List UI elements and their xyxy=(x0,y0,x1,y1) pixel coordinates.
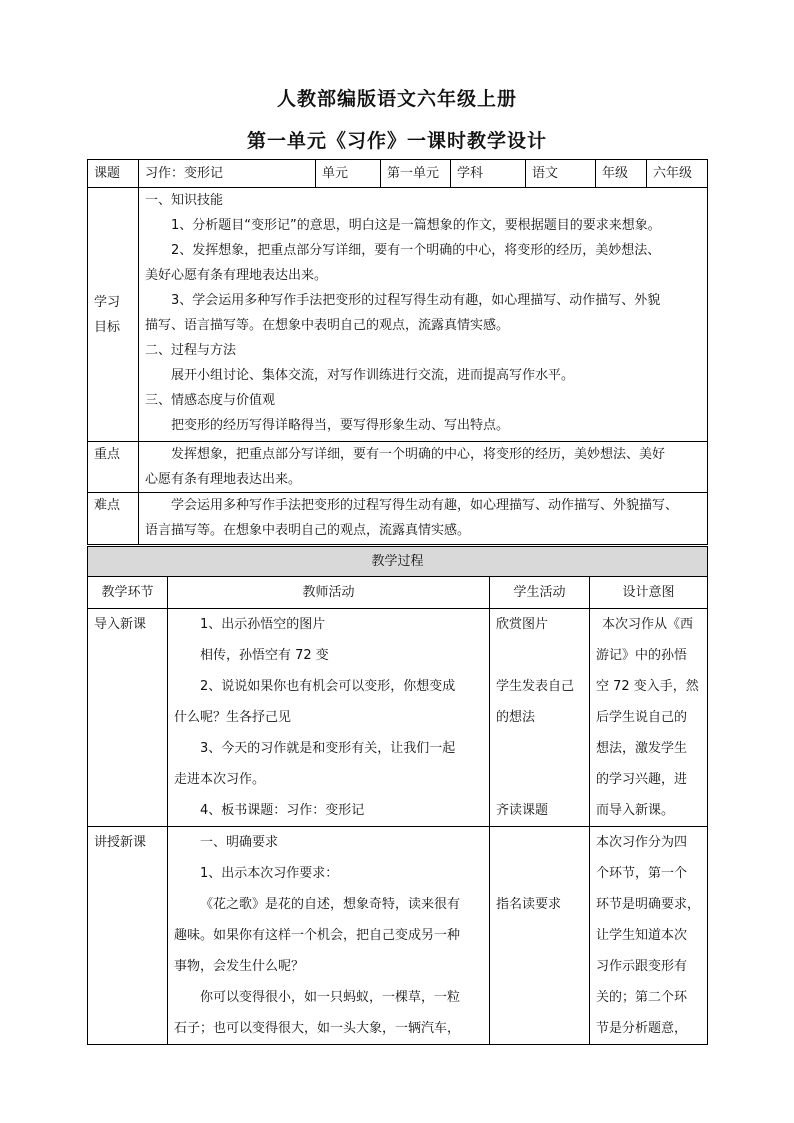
intro-student-line: 欣赏图片 xyxy=(496,617,549,632)
goals-line: 美好心愿有条有理地表达出来。 xyxy=(145,268,328,283)
key-point-content xyxy=(139,442,708,493)
spacer xyxy=(496,764,589,795)
lesson-teacher-line: 你可以变得很小，如一只蚂蚁，一棵草，一粒 xyxy=(200,990,461,1005)
lesson-intent-line: 本次习作分为四 xyxy=(596,835,688,850)
difficulty-content xyxy=(139,493,708,545)
lesson-info-table xyxy=(87,159,708,545)
intro-intent-line: 游记》中的孙悟 xyxy=(596,648,688,663)
spacer xyxy=(496,640,589,671)
difficulty-line: 语言描写等。在想象中表明自己的观点，流露真情实感。 xyxy=(145,523,471,538)
lesson-intent-line: 关的；第二个环 xyxy=(596,990,688,1005)
column-header-student: 学生活动 xyxy=(490,577,590,609)
subject-value: 语文 xyxy=(526,160,596,188)
intro-student-line: 齐读课题 xyxy=(496,803,549,818)
intro-teacher-line: 3、今天的习作就是和变形有关，让我们一起 xyxy=(200,741,456,756)
key-point-line: 心愿有条有理地表达出来。 xyxy=(145,472,302,487)
lesson-stage xyxy=(88,827,168,1045)
column-header-intent: 设计意图 xyxy=(590,577,708,609)
lesson-stage-label: 讲授新课 xyxy=(94,835,147,850)
spacer xyxy=(496,827,589,858)
info-row xyxy=(88,160,708,188)
intro-design-intent xyxy=(590,609,708,827)
goals-line: 3、学会运用多种写作手法把变形的过程写得生动有趣，如心理描写、动作描写、外貌 xyxy=(171,293,661,308)
lesson-teacher-line: 一、明确要求 xyxy=(200,835,279,850)
intro-teacher-line: 1、出示孙悟空的图片 xyxy=(200,617,326,632)
goals-line: 2、发挥想象，把重点部分写详细，要有一个明确的中心，将变形的经历，美妙想法、 xyxy=(171,243,661,258)
intro-teacher-activity xyxy=(168,609,490,827)
topic-label: 课题 xyxy=(88,160,139,188)
lesson-intent-line: 个环节，第一个 xyxy=(596,866,688,881)
key-point-row xyxy=(88,442,708,493)
intro-teacher-line: 走进本次习作。 xyxy=(174,772,266,787)
difficulty-line: 学会运用多种写作手法把变形的过程写得生动有趣，如心理描写、动作描写、外貌描写、 xyxy=(171,498,679,513)
goals-content xyxy=(139,188,708,442)
spacer xyxy=(496,733,589,764)
process-columns-row xyxy=(88,577,708,609)
key-point-line: 发挥想象，把重点部分写详细，要有一个明确的中心，将变形的经历，美妙想法、美好 xyxy=(171,447,666,462)
unit-label: 单元 xyxy=(316,160,381,188)
goals-line: 展开小组讨论、集体交流，对写作训练进行交流，进而提高写作水平。 xyxy=(171,368,575,383)
column-header-teacher: 教师活动 xyxy=(168,577,490,609)
process-header-row xyxy=(88,547,708,577)
spacer xyxy=(496,858,589,889)
topic-value: 习作：变形记 xyxy=(139,160,316,188)
document-subtitle: 第一单元《习作》一课时教学设计 xyxy=(246,130,547,152)
intro-student-activity xyxy=(490,609,590,827)
intro-intent-line: 想法，激发学生 xyxy=(596,741,688,756)
goals-label-line1: 学习 xyxy=(94,294,121,310)
goals-line: 把变形的经历写得详略得当，要写得形象生动、写出特点。 xyxy=(171,418,510,433)
lesson-teacher-line: 《花之歌》是花的自述，想象奇特，读来很有 xyxy=(200,897,461,912)
intro-student-line: 的想法 xyxy=(496,710,536,725)
intro-student-line: 学生发表自己 xyxy=(496,679,575,694)
intro-stage xyxy=(88,609,168,827)
document-title: 人教部编版语文六年级上册 xyxy=(276,88,517,110)
lesson-teacher-activity xyxy=(168,827,490,1045)
lesson-intent-line: 环节是明确要求， xyxy=(596,897,701,912)
goals-label-line2: 目标 xyxy=(94,319,121,335)
difficulty-row xyxy=(88,493,708,545)
process-row-intro xyxy=(88,609,708,827)
intro-intent-line: 后学生说自己的 xyxy=(596,710,688,725)
grade-value: 六年级 xyxy=(647,160,708,188)
lesson-student-line: 指名读要求 xyxy=(496,897,562,912)
lesson-teacher-line: 1、出示本次习作要求： xyxy=(200,866,339,881)
subject-label: 学科 xyxy=(451,160,526,188)
intro-intent-line: 的学习兴趣，进 xyxy=(596,772,688,787)
goals-line: 二、过程与方法 xyxy=(145,343,237,358)
process-row-lesson xyxy=(88,827,708,1045)
goals-row xyxy=(88,188,708,442)
key-point-label: 重点 xyxy=(88,442,139,493)
intro-intent-line: 本次习作从《西 xyxy=(602,617,694,632)
grade-label: 年级 xyxy=(596,160,647,188)
intro-intent-line: 而导入新课。 xyxy=(596,803,675,818)
goals-line: 三、情感态度与价值观 xyxy=(145,393,276,408)
unit-value: 第一单元 xyxy=(381,160,451,188)
goals-label xyxy=(88,188,139,442)
lesson-intent-line: 让学生知道本次 xyxy=(596,928,688,943)
goals-line: 1、分析题目“变形记”的意思，明白这是一篇想象的作文，要根据题目的要求来想象。 xyxy=(171,218,661,233)
goals-line: 描写、语言描写等。在想象中表明自己的观点，流露真情实感。 xyxy=(145,318,510,333)
difficulty-label: 难点 xyxy=(88,493,139,545)
intro-teacher-line: 4、板书课题：习作：变形记 xyxy=(200,803,365,818)
intro-intent-line: 空 72 变入手，然 xyxy=(596,679,699,694)
intro-teacher-line: 相传，孙悟空有 72 变 xyxy=(200,648,329,663)
lesson-intent-line: 节是分析题意， xyxy=(596,1021,688,1036)
intro-teacher-line: 什么呢？生各抒己见 xyxy=(174,710,292,725)
lesson-teacher-line: 事物，会发生什么呢？ xyxy=(174,959,305,974)
lesson-teacher-line: 趣味。如果你有这样一个机会，把自己变成另一种 xyxy=(174,928,461,943)
teaching-process-table xyxy=(87,546,708,1045)
lesson-student-activity xyxy=(490,827,590,1045)
lesson-teacher-line: 石子；也可以变得很大，如一头大象，一辆汽车， xyxy=(174,1021,461,1036)
process-header: 教学过程 xyxy=(88,547,708,577)
lesson-intent-line: 习作示跟变形有 xyxy=(596,959,688,974)
column-header-stage: 教学环节 xyxy=(88,577,168,609)
intro-stage-label: 导入新课 xyxy=(94,617,147,632)
intro-teacher-line: 2、说说如果你也有机会可以变形，你想变成 xyxy=(200,679,456,694)
lesson-design-intent xyxy=(590,827,708,1045)
goals-line: 一、知识技能 xyxy=(145,193,224,208)
